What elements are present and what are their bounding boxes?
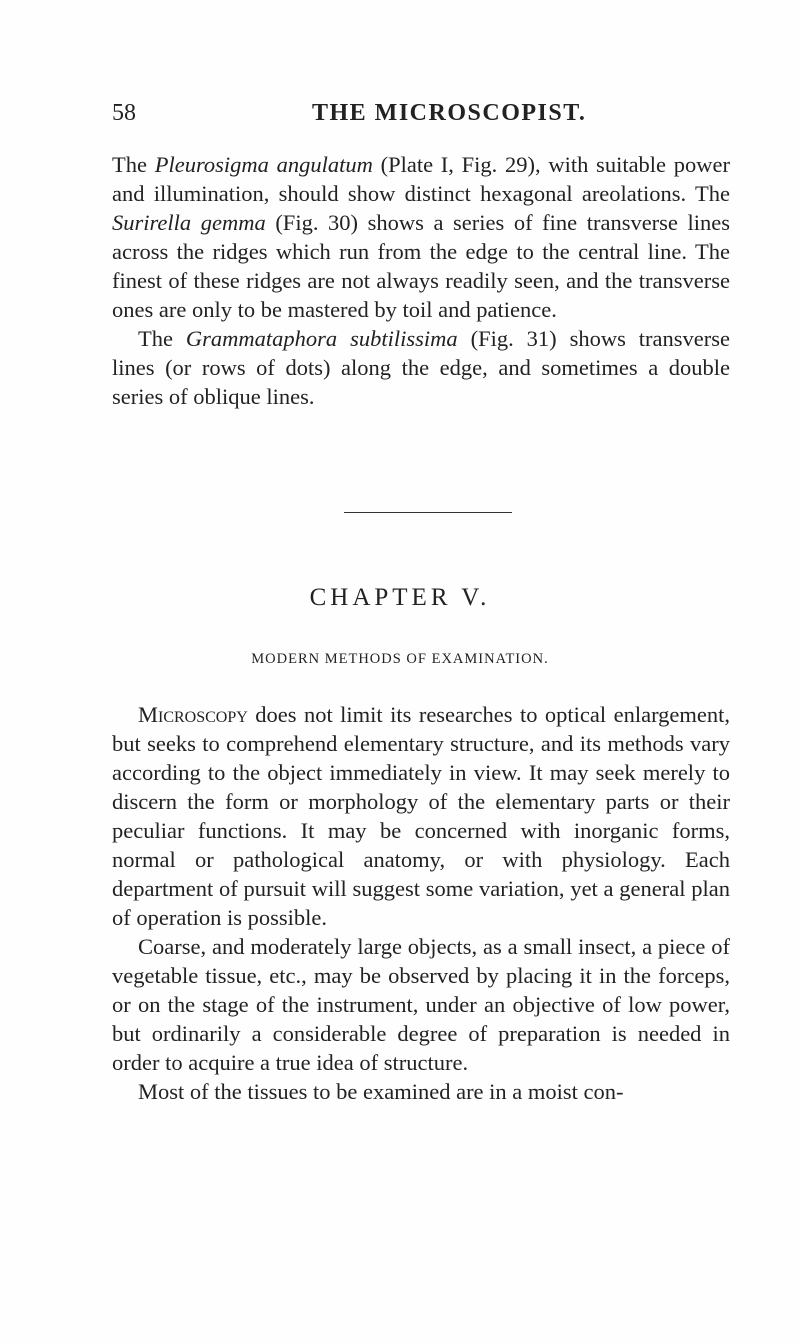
intro-paragraph-2	[112, 324, 730, 411]
chapter-paragraph-1-text: does not limit its researches to optical enlargement, but seeks to comprehend elementary structure, and its methods vary according to the object immediately in view. It may seek merely to discern the form or morphology of the elementary parts or their peculiar functions. It may be concerned with inorganic forms, normal or pathological anatomy, or with physiology. Each department of pursuit will suggest some variation, yet a general plan of operation is possible.	[112, 702, 730, 930]
species-name: Grammataphora subtilissima	[185, 326, 458, 351]
text-run: The	[112, 152, 155, 177]
text-run: (Plate I, Fig. 29), with suitable power and illumination, should show distinct hexagonal areolations. The	[112, 152, 730, 206]
chapter-subtitle: MODERN METHODS OF EXAMINATION.	[251, 651, 549, 667]
chapter-paragraph-2: Coarse, and moderately large objects, as a small insect, a piece of vegetable tissue, etc., may be observed by placing it in the forceps, or on the stage of the instrument, under an objective of low power, but ordinarily a considerable degree of preparation is needed in order to acquire a true idea of structure.	[112, 934, 730, 1075]
text-run: The	[138, 326, 186, 351]
species-name: Surirella gemma	[112, 210, 266, 235]
chapter-paragraph-3: Most of the tissues to be examined are in a moist con-	[138, 1079, 624, 1104]
intro-text-block	[112, 150, 730, 411]
chapter-paragraph-1	[112, 700, 730, 932]
page-number: 58	[112, 100, 136, 126]
chapter-text-block	[112, 700, 730, 1106]
intro-paragraph-1	[112, 150, 730, 324]
running-title: THE MICROSCOPIST.	[312, 100, 587, 126]
running-head	[112, 100, 732, 134]
text-run: (Fig. 31) shows transverse lines (or rows of dots) along the edge, and sometimes a double series of oblique lines.	[112, 326, 730, 409]
chapter-lead-word: Microscopy	[138, 702, 248, 727]
text-run: (Fig. 30) shows a series of fine transverse lines across the ridges which run from the edge to the central line. The finest of these ridges are not always readily seen, and the transverse ones are only to be mastered by toil and patience.	[112, 210, 730, 322]
species-name: Pleurosigma angulatum	[154, 152, 373, 177]
chapter-heading: CHAPTER V.	[309, 584, 491, 611]
section-divider	[344, 512, 512, 513]
